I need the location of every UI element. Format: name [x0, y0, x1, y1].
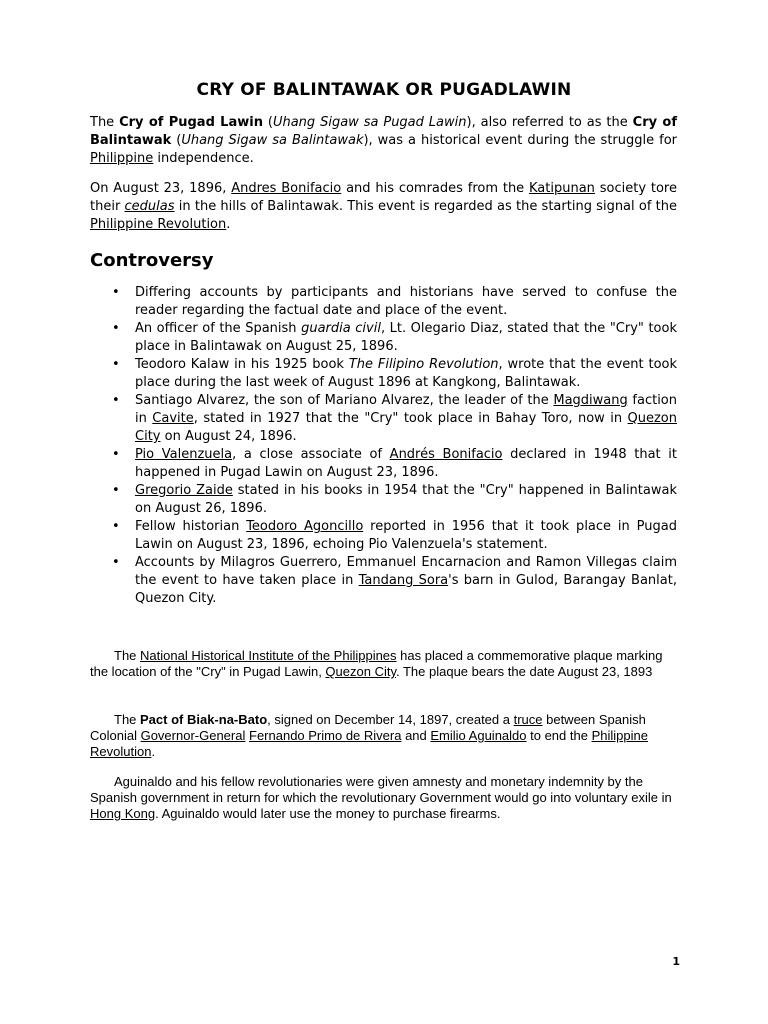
- text: 's barn in Gulod, Barangay Banlat, Quezon City.: [135, 573, 677, 606]
- link-tandang-sora[interactable]: Tandang Sora: [358, 573, 449, 588]
- text: stated in his books in 1954 that the "Cry" happened in Balintawak on August 26, 1896.: [135, 483, 677, 516]
- text: .: [151, 744, 156, 759]
- link-emilio-aguinaldo[interactable]: Emilio Aguinaldo: [430, 728, 527, 743]
- list-item: [90, 284, 677, 320]
- link-philippine-revolution[interactable]: Philippine Revolution: [90, 217, 227, 232]
- list-item: [90, 446, 677, 482]
- intro-paragraph-1: [90, 114, 677, 168]
- link-gregorio-zaide[interactable]: Gregorio Zaide: [135, 483, 233, 498]
- exile-paragraph: [90, 774, 677, 822]
- link-cavite[interactable]: Cavite: [152, 411, 194, 426]
- text: on August 24, 1896.: [160, 429, 297, 444]
- italic-term: guardia civil: [301, 321, 381, 336]
- list-item: [90, 554, 677, 608]
- link-quezon-city[interactable]: Quezon City: [325, 664, 396, 679]
- list-item: [90, 482, 677, 518]
- link-magdiwang[interactable]: Magdiwang: [553, 393, 628, 408]
- text: , wrote that the event took place during the last week of August 1896 at Kangkong, Balintawak.: [135, 357, 678, 390]
- link-hong-kong[interactable]: Hong Kong: [90, 806, 156, 821]
- text: , Lt. Olegario Diaz, stated that the "Cry" took place in Balintawak on August 25, 1896.: [135, 321, 677, 354]
- text: has placed a commemorative plaque marking the location of the "Cry" in Pugad Lawin,: [90, 648, 663, 679]
- text: The: [114, 648, 141, 663]
- biak-na-bato-paragraph: [90, 712, 677, 760]
- link-cedulas[interactable]: cedulas: [124, 199, 175, 214]
- link-fernando-primo-de-rivera[interactable]: Fernando Primo de Rivera: [249, 728, 402, 743]
- text: An officer of the Spanish: [135, 321, 302, 336]
- text: and: [401, 728, 431, 743]
- text: declared in 1948 that it happened in Pugad Lawin on August 23, 1896.: [135, 447, 677, 480]
- section-heading-controversy: Controversy: [90, 250, 214, 271]
- link-andres-bonifacio[interactable]: Andres Bonifacio: [231, 181, 342, 196]
- link-philippine[interactable]: Philippine: [90, 151, 154, 166]
- text: , stated in 1927 that the "Cry" took place in Bahay Toro, now in: [193, 411, 628, 426]
- text: . Aguinaldo would later use the money to purchase firearms.: [155, 806, 501, 821]
- list-item: [90, 320, 677, 356]
- bold-term: Pact of Biak-na-Bato: [140, 712, 268, 727]
- text: Fellow historian: [135, 519, 247, 534]
- text: faction in: [135, 393, 677, 426]
- text: (: [171, 133, 182, 148]
- text: in the hills of Balintawak. This event is regarded as the starting signal of the: [174, 199, 677, 214]
- page-title: CRY OF BALINTAWAK OR PUGADLAWIN: [196, 80, 572, 100]
- controversy-list: [90, 284, 677, 608]
- text: Aguinaldo and his fellow revolutionaries were given amnesty and monetary indemnity by the Spanish government in return for which the revolutionary Government would go into voluntary exile in: [90, 774, 672, 805]
- text: between Spanish Colonial: [90, 712, 646, 743]
- bold-term: Cry of Balintawak: [90, 115, 677, 148]
- link-governor-general[interactable]: Governor-General: [140, 728, 246, 743]
- text: On August 23, 1896,: [90, 181, 232, 196]
- text: Santiago Alvarez, the son of Mariano Alvarez, the leader of the: [135, 393, 554, 408]
- text: .: [226, 217, 231, 232]
- link-truce[interactable]: truce: [513, 712, 543, 727]
- text: to end the: [526, 728, 592, 743]
- text: reported in 1956 that it took place in Pugad Lawin on August 23, 1896, echoing Pio Valenzuela's statement.: [135, 519, 677, 552]
- italic-term: Uhang Sigaw sa Balintawak: [181, 133, 364, 148]
- intro-paragraph-2: [90, 180, 677, 234]
- nhi-paragraph: [90, 648, 677, 680]
- text: The: [90, 115, 120, 130]
- link-quezon-city[interactable]: Quezon City: [135, 411, 678, 444]
- link-katipunan[interactable]: Katipunan: [529, 181, 595, 196]
- text: and his comrades from the: [341, 181, 530, 196]
- list-item: [90, 518, 677, 554]
- link-philippine-revolution[interactable]: Philippine Revolution: [90, 728, 648, 759]
- text: Accounts by Milagros Guerrero, Emmanuel Encarnacion and Ramon Villegas claim the event to have taken place in: [135, 555, 677, 588]
- text: , signed on December 14, 1897, created a: [267, 712, 514, 727]
- text: ), was a historical event during the struggle for: [363, 133, 677, 148]
- link-national-historical-institute[interactable]: National Historical Institute of the Philippines: [140, 648, 397, 663]
- list-item: [90, 356, 677, 392]
- italic-term: Uhang Sigaw sa Pugad Lawin: [272, 115, 467, 130]
- text: independence.: [153, 151, 254, 166]
- text: The: [114, 712, 141, 727]
- text: society tore their: [90, 181, 677, 214]
- page-number: 1: [672, 955, 680, 968]
- text: , a close associate of: [232, 447, 390, 462]
- link-pio-valenzuela[interactable]: Pio Valenzuela: [135, 447, 233, 462]
- link-andres-bonifacio[interactable]: Andrés Bonifacio: [389, 447, 503, 462]
- italic-term: The Filipino Revolution: [348, 357, 499, 372]
- text: ), also referred to as the: [466, 115, 633, 130]
- text: (: [262, 115, 273, 130]
- bold-term: Cry of Pugad Lawin: [119, 115, 263, 130]
- text: Differing accounts by participants and historians have served to confuse the reader regarding the factual date and place of the event.: [135, 285, 677, 318]
- text: Teodoro Kalaw in his 1925 book: [135, 357, 349, 372]
- list-item: [90, 392, 677, 446]
- text: . The plaque bears the date August 23, 1893: [396, 664, 653, 679]
- link-teodoro-agoncillo[interactable]: Teodoro Agoncillo: [246, 519, 364, 534]
